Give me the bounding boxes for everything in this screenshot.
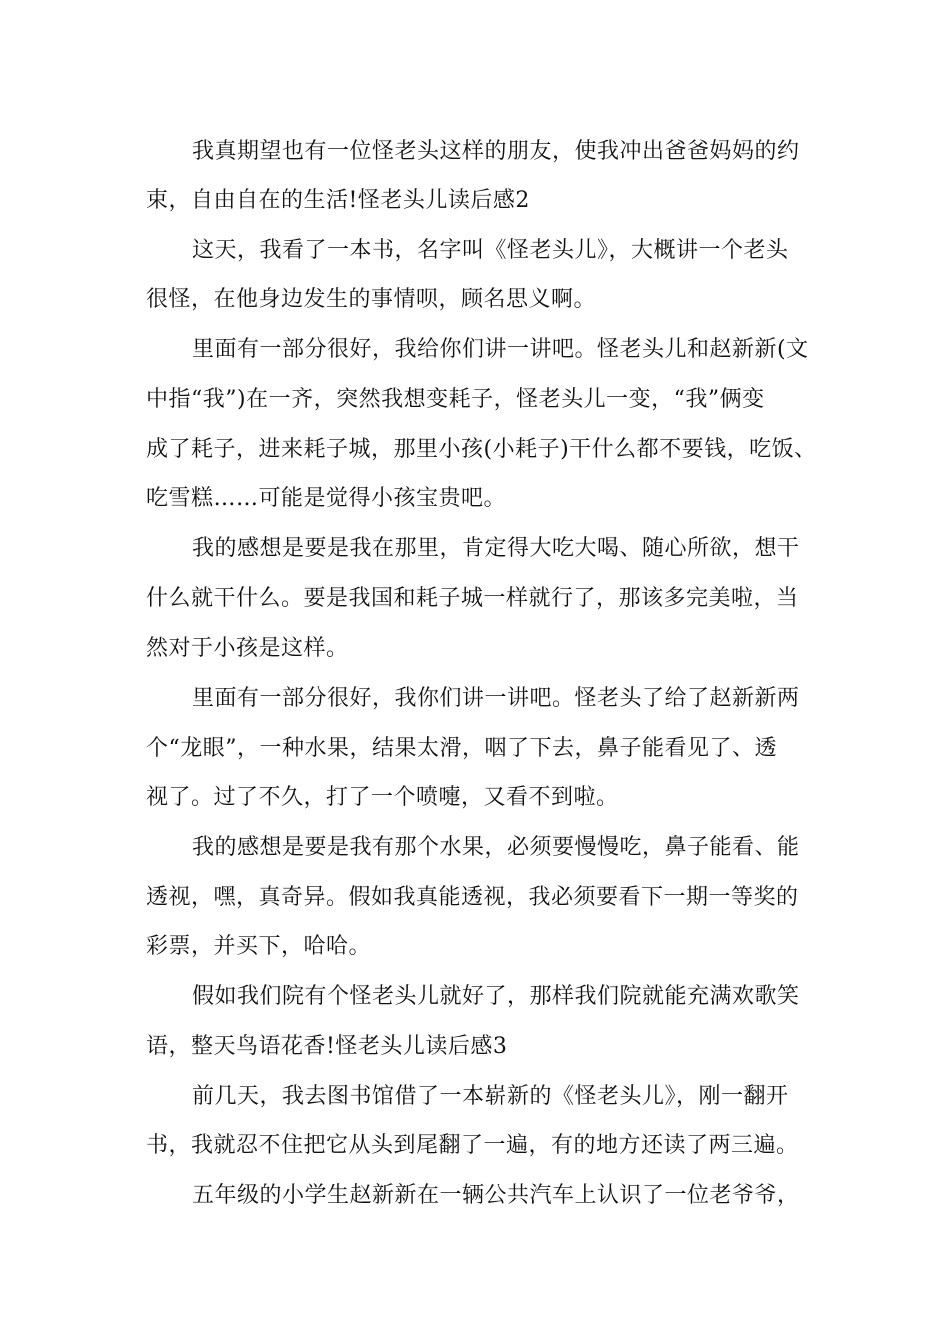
text-line: 我的感想是要是我在那里，肯定得大吃大喝、随心所欲，想干: [192, 536, 800, 561]
text-line: 透视，嘿，真奇异。假如我真能透视，我必须要看下一期一等奖的: [146, 885, 799, 910]
text-line: 语，整天鸟语花香!怪老头儿读后感3: [146, 1034, 508, 1059]
text-line: 里面有一部分很好，我给你们讲一讲吧。怪老头儿和赵新新(文: [192, 337, 809, 362]
text-line: 我的感想是要是我有那个水果，必须要慢慢吃，鼻子能看、能: [192, 835, 800, 860]
text-line: 书，我就忍不住把它从头到尾翻了一遍，有的地方还读了两三遍。: [146, 1133, 799, 1158]
text-line: 我真期望也有一位怪老头这样的朋友，使我冲出爸爸妈妈的约: [192, 139, 800, 164]
text-line: 吃雪糕……可能是觉得小孩宝贵吧。: [146, 486, 507, 511]
text-line: 里面有一部分很好，我你们讲一讲吧。怪老头了给了赵新新两: [192, 686, 800, 711]
text-line: 什么就干什么。要是我国和耗子城一样就行了，那该多完美啦，当: [146, 586, 799, 611]
text-line: 很怪，在他身边发生的事情呗，顾名思义啊。: [146, 287, 597, 312]
text-line: 五年级的小学生赵新新在一辆公共汽车上认识了一位老爷爷，: [192, 1183, 800, 1208]
text-line: 彩票，并买下，哈哈。: [146, 934, 372, 959]
text-line: 中指“我”)在一齐，突然我想变耗子，怪老头儿一变，“我”俩变: [146, 387, 765, 412]
text-line: 假如我们院有个怪老头儿就好了，那样我们院就能充满欢歌笑: [192, 984, 800, 1009]
text-line: 前几天，我去图书馆借了一本崭新的《怪老头儿》，刚一翻开: [192, 1084, 789, 1109]
text-line: 这天，我看了一本书，名字叫《怪老头儿》，大概讲一个老头: [192, 238, 789, 263]
text-line: 个“龙眼”，一种水果，结果太滑，咽了下去，鼻子能看见了、透: [146, 736, 777, 761]
text-line: 然对于小孩是这样。: [146, 636, 349, 661]
text-line: 视了。过了不久，打了一个喷嚏，又看不到啦。: [146, 785, 619, 810]
text-line: 成了耗子，进来耗子城，那里小孩(小耗子)干什么都不要钱，吃饭、: [146, 437, 817, 462]
text-line: 束，自由自在的生活!怪老头儿读后感2: [146, 188, 530, 213]
